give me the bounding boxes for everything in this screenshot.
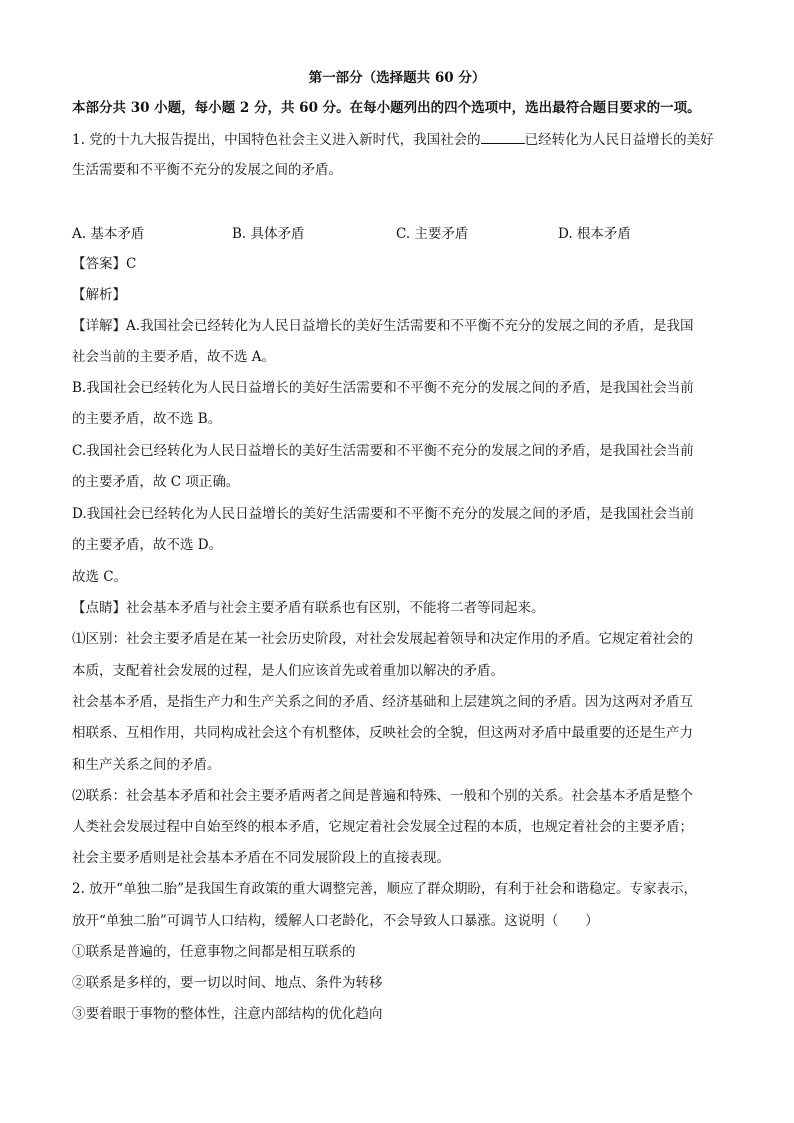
q1-points-line: 【点睛】社会基本矛盾与社会主要矛盾有联系也有区别，不能将二者等同起来。 <box>72 600 545 616</box>
q2-stem-line: 放开“单独二胎”可调节人口结构，缓解人口老龄化，不会导致人口暴涨。这说明（ ） <box>72 913 599 929</box>
q1-stem-line2: 生活需要和不平衡不充分的发展之间的矛盾。 <box>72 162 342 178</box>
instructions: 本部分共 30 小题，每小题 2 分，共 60 分。在每小题列出的四个选项中，选出最符合题目要求的一项。 <box>72 100 701 116</box>
q1-detail-line: 的主要矛盾，故不选 D。 <box>72 537 223 553</box>
q1-conclusion: 故选 C。 <box>72 569 128 585</box>
q1-detail-line: 【详解】A.我国社会已经转化为人民日益增长的美好生活需要和不平衡不充分的发展之间的矛盾，是我国 <box>72 318 694 334</box>
q1-option-d: D. 根本矛盾 <box>558 226 631 242</box>
q2-statement: ②联系是多样的，要一切以时间、地点、条件为转移 <box>72 975 383 991</box>
q1-answer: 【答案】C <box>72 256 137 272</box>
q1-detail-line: 社会当前的主要矛盾，故不选 A。 <box>72 349 276 365</box>
q1-detail-line: C.我国社会已经转化为人民日益增长的美好生活需要和不平衡不充分的发展之间的矛盾，是我国社会当前 <box>72 443 694 459</box>
q1-option-a: A. 基本矛盾 <box>72 226 145 242</box>
q1-points-line: ⑵联系：社会基本矛盾和社会主要矛盾两者之间是普遍和特殊、一般和个别的关系。社会基本矛盾是整个 <box>72 788 693 804</box>
q1-analysis-label: 【解析】 <box>72 287 126 303</box>
q1-option-b: B. 具体矛盾 <box>232 226 305 242</box>
q1-option-c: C. 主要矛盾 <box>396 226 469 242</box>
q2-stem-line: 2. 放开“单独二胎”是我国生育政策的重大调整完善，顺应了群众期盼，有利于社会和谐稳定。专家表示， <box>72 881 697 897</box>
q1-points-line: ⑴区别：社会主要矛盾是在某一社会历史阶段，对社会发展起着领导和决定作用的矛盾。它规定着社会的 <box>72 631 693 647</box>
q1-points-line: 人类社会发展过程中自始至终的根本矛盾，它规定着社会发展全过程的本质，也规定着社会的主要矛盾； <box>72 819 693 835</box>
q1-stem-part2: 已经转化为人民日益增长的美好 <box>524 132 714 148</box>
q1-detail-line: 的主要矛盾，故 C 项正确。 <box>72 474 240 490</box>
q1-points-line: 和生产关系之间的矛盾。 <box>72 757 221 773</box>
q1-points-line: 相联系、互相作用，共同构成社会这个有机整体，反映社会的全貌，但这两对矛盾中最重要的还是生产力 <box>72 725 693 741</box>
section-title: 第一部分（选择题共 60 分） <box>308 70 486 86</box>
q1-stem-part1: 1. 党的十九大报告提出，中国特色社会主义进入新时代，我国社会的 <box>72 132 481 148</box>
q1-detail-line: 的主要矛盾，故不选 B。 <box>72 411 222 427</box>
q1-detail-line: D.我国社会已经转化为人民日益增长的美好生活需要和不平衡不充分的发展之间的矛盾，是我国社会当前 <box>72 506 695 522</box>
q1-stem-line1 <box>72 130 732 150</box>
q2-statement: ③要着眼于事物的整体性，注意内部结构的优化趋向 <box>72 1006 383 1022</box>
q1-points-line: 本质，支配着社会发展的过程，是人们应该首先或着重加以解决的矛盾。 <box>72 663 504 679</box>
q1-detail-line: B.我国社会已经转化为人民日益增长的美好生活需要和不平衡不充分的发展之间的矛盾，是我国社会当前 <box>72 380 694 396</box>
answer-blank <box>481 131 525 144</box>
q1-points-line: 社会基本矛盾，是指生产力和生产关系之间的矛盾、经济基础和上层建筑之间的矛盾。因为这两对矛盾互 <box>72 694 693 710</box>
q1-points-line: 社会主要矛盾则是社会基本矛盾在不同发展阶段上的直接表现。 <box>72 850 450 866</box>
q2-statement: ①联系是普遍的，任意事物之间都是相互联系的 <box>72 944 356 960</box>
